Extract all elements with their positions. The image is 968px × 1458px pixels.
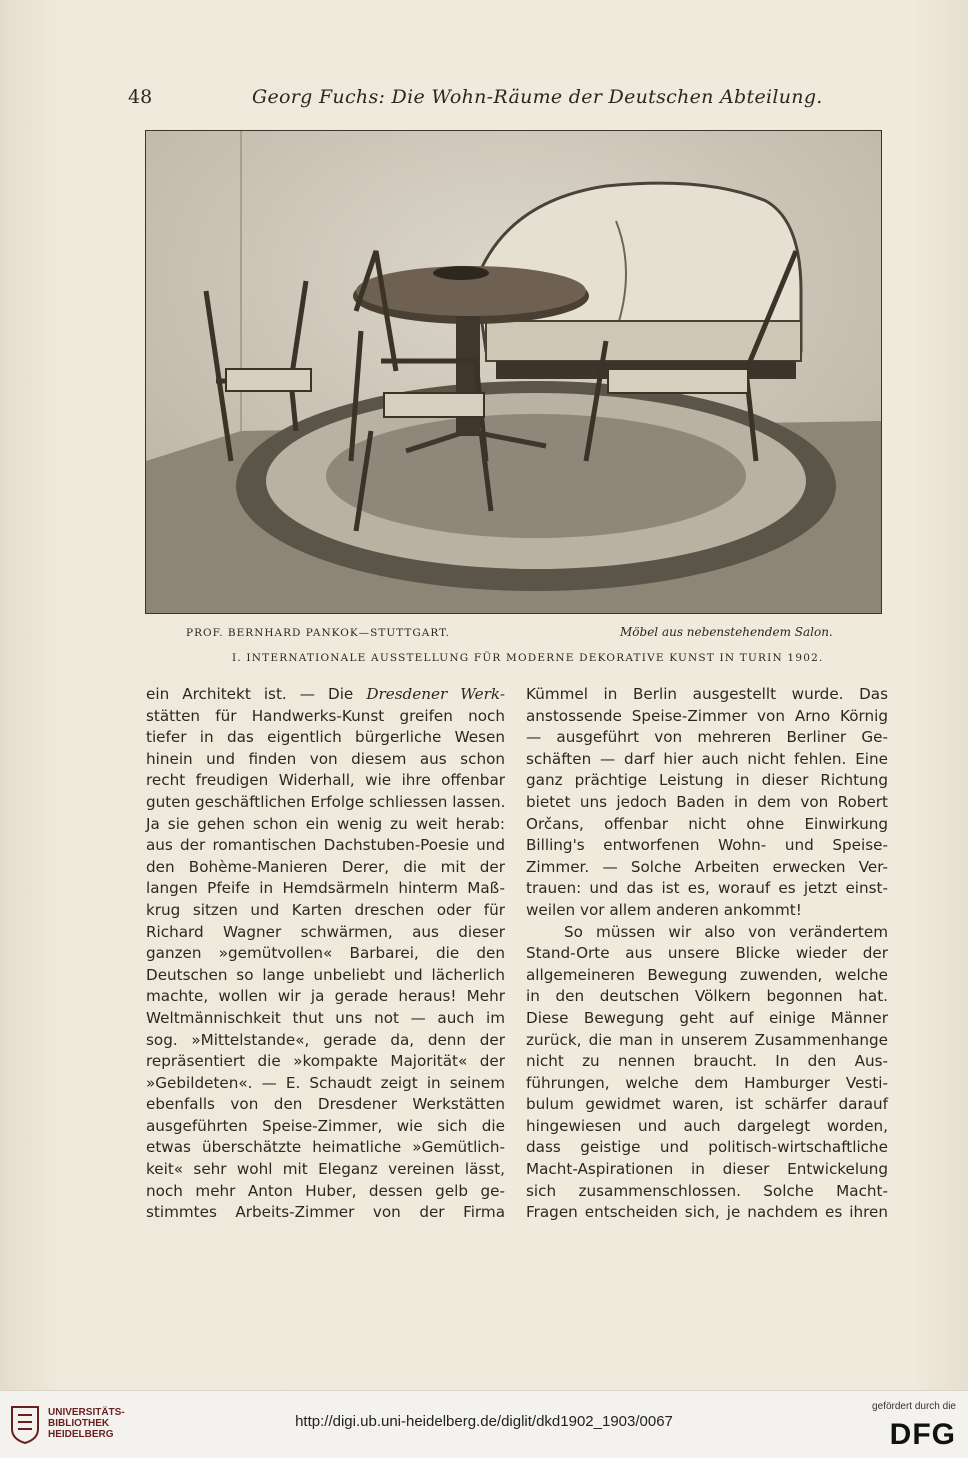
text-line: Diese Bewegung geht auf einige Männer xyxy=(526,1008,888,1027)
text-line: ausgeführten Speise-Zimmer, wie sich die xyxy=(146,1116,505,1135)
text-line: dass geistige und politisch-wirtschaftliche xyxy=(526,1138,888,1157)
running-title: Georg Fuchs: Die Wohn-Räume der Deutschen Abteilung. xyxy=(252,86,823,108)
text-line: Kümmel in Berlin ausgestellt wurde. Das xyxy=(526,685,888,703)
text-line: sog. »Mittelstande«, gerade da, denn der xyxy=(146,1030,505,1049)
text-line: noch mehr Anton Huber, dessen gelb ge- xyxy=(146,1181,505,1200)
text-line: den Bohème-Manieren Derer, die mit der xyxy=(146,857,505,876)
text-line: Fragen entscheiden sich, je nachdem es ihren xyxy=(526,1203,888,1222)
text-line: stimmtes Arbeits-Zimmer von der Firma xyxy=(146,1203,505,1222)
text-line: keit« sehr wohl mit Eleganz vereinen lässt, xyxy=(146,1160,505,1179)
digitization-footer xyxy=(0,1390,968,1458)
text-line: Ja sie gehen schon ein wenig zu weit herab: xyxy=(146,814,505,833)
text-line: Billing's entworfenen Wohn- und Speise- xyxy=(526,836,888,855)
text-line: schäften — darf hier auch nicht fehlen. Eine xyxy=(526,749,888,768)
text-line: hingewiesen und auch dargelegt worden, xyxy=(526,1116,888,1135)
text-line: führungen, welche dem Hamburger Vesti- xyxy=(526,1073,888,1092)
text-line: ganz prächtige Leistung in dieser Richtung xyxy=(526,771,888,790)
text-line: ein Architekt ist. — Die Dresdener Werk- xyxy=(146,685,505,703)
text-line: Richard Wagner schwärmen, aus dieser xyxy=(146,922,505,941)
text-column-right xyxy=(526,684,888,1224)
source-url-link[interactable]: http://digi.ub.uni-heidelberg.de/diglit/dkd1902_1903/0067 xyxy=(295,1413,673,1430)
caption-exhibition: I. INTERNATIONALE AUSSTELLUNG FÜR MODERNE DEKORATIVE KUNST IN TURIN 1902. xyxy=(232,652,824,664)
plate-caption xyxy=(0,627,968,645)
caption-description: Möbel aus nebenstehendem Salon. xyxy=(620,625,833,639)
caption-author: PROF. BERNHARD PANKOK—STUTTGART. xyxy=(186,627,450,639)
text-line: Stand-Orte aus unsere Blicke wieder der xyxy=(526,944,888,963)
page-header xyxy=(0,86,968,116)
text-line: sich zusammenschlossen. Solche Macht- xyxy=(526,1181,888,1200)
text-line: stätten für Handwerks-Kunst greifen noch xyxy=(146,706,505,725)
text-line: weilen vor allem anderen ankommt! xyxy=(526,900,802,919)
text-line: tiefer in das eigentlich bürgerliche Wesen xyxy=(146,728,505,747)
furniture-photograph xyxy=(145,130,882,614)
text-line: So müssen wir also von verändertem xyxy=(564,922,888,941)
text-line: trauen: und das ist es, worauf es jetzt einst- xyxy=(526,879,888,898)
text-line: Zimmer. — Solche Arbeiten erwecken Ver- xyxy=(526,857,888,876)
text-line: ebenfalls von den Dresdener Werkstätten xyxy=(146,1095,505,1114)
text-line: Weltmännischkeit thut uns not — auch im xyxy=(146,1008,505,1027)
page-number: 48 xyxy=(128,86,153,108)
text-line: hinein und finden von diesem aus schon xyxy=(146,749,505,768)
funder-label: gefördert durch die xyxy=(872,1401,956,1412)
dfg-logo: DFG xyxy=(889,1418,956,1451)
text-line: guten geschäftlichen Erfolge schliessen lassen. xyxy=(146,792,506,811)
text-line: nicht zu nennen braucht. In den Aus- xyxy=(526,1052,888,1071)
funder-block xyxy=(846,1401,956,1452)
text-line: anstossende Speise-Zimmer von Arno Körnig xyxy=(526,706,888,725)
text-line: aus der romantischen Dachstuben-Poesie und xyxy=(146,836,505,855)
text-line: Orčans, offenbar nicht ohne Einwirkung xyxy=(526,814,888,833)
text-line: Macht-Aspirationen in dieser Entwickelung xyxy=(526,1160,888,1179)
text-line: bietet uns jedoch Baden in dem von Robert xyxy=(526,792,888,811)
salon-furniture-illustration xyxy=(146,131,881,613)
text-line: Deutschen so lange unbeliebt und lächerlich xyxy=(146,965,505,984)
text-line: machte, wollen wir ja gerade heraus! Mehr xyxy=(146,987,505,1006)
text-line: krug sitzen und Karten dreschen oder für xyxy=(146,900,505,919)
text-line: ganzen »gemütvollen« Barbarei, die den xyxy=(146,944,505,963)
text-line: »Gebildeten«. — E. Schaudt zeigt in seinem xyxy=(146,1073,505,1092)
text-line: recht freudigen Widerhall, wie ihre offenbar xyxy=(146,771,505,790)
text-column-left xyxy=(146,684,505,1224)
institution-name: UNIVERSITÄTS- BIBLIOTHEK HEIDELBERG xyxy=(48,1407,125,1440)
text-line: bulum gewidmet waren, ist schärfer darauf xyxy=(526,1095,888,1114)
text-line: allgemeineren Bewegung zuwenden, welche xyxy=(526,965,888,984)
text-line: in den deutschen Völkern begonnen hat. xyxy=(526,987,888,1006)
text-line: langen Pfeife in Hemdsärmeln hinterm Maß- xyxy=(146,879,505,898)
text-line: repräsentiert die »kompakte Majorität« der xyxy=(146,1052,505,1071)
text-line: — ausgeführt von mehreren Berliner Ge- xyxy=(526,728,888,747)
text-line: zurück, die man in unserem Zusammenhange xyxy=(526,1030,888,1049)
text-line: etwas überschätzte heimatliche »Gemütlich- xyxy=(146,1138,505,1157)
